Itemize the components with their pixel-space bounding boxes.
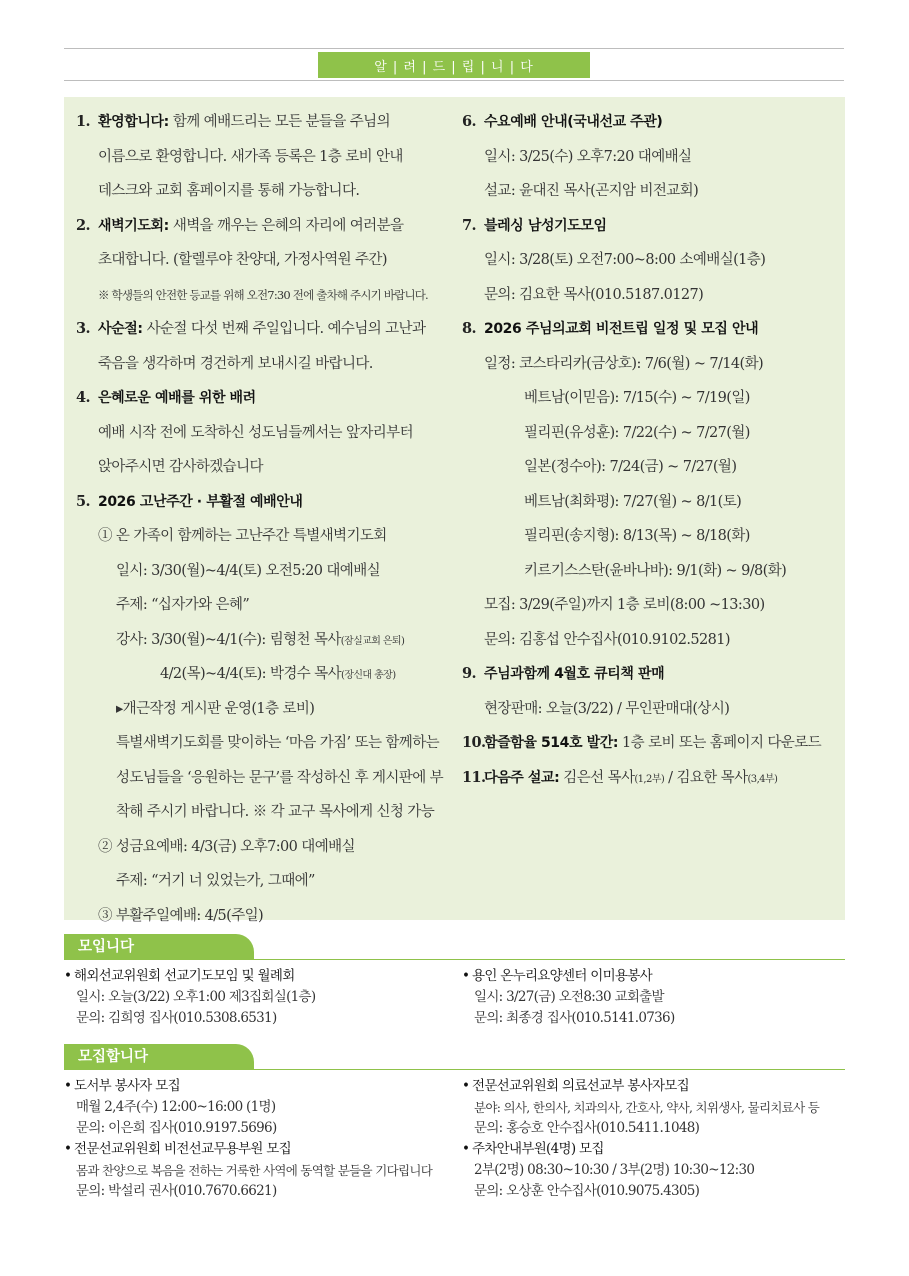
gathering-item: • 해외선교위원회 선교기도모임 및 월례회 (64, 968, 295, 984)
section-divider (64, 959, 845, 960)
section-gathering-header (64, 934, 845, 960)
gathering-line: 일시: 3/27(금) 오전8:30 교회출발 (474, 989, 664, 1005)
recruit-left (64, 1076, 449, 1202)
notice-panel (64, 97, 845, 924)
recruit-line: 문의: 이은희 집사(010.9197.5696) (76, 1120, 277, 1136)
gathering-left (64, 966, 449, 1029)
recruit-line: 문의: 박설리 권사(010.7670.6621) (76, 1183, 277, 1199)
notice-7-line: 문의: 김요한 목사(010.5187.0127) (484, 286, 704, 303)
notice-5-line: 성도님들을 ‘응원하는 문구’를 작성하신 후 게시판에 부 (116, 769, 444, 786)
top-rule (64, 48, 844, 49)
notice-4: 4. 은혜로운 예배를 위한 배려 (76, 389, 256, 406)
notice-8: 8. 2026 주님의교회 비전트립 일정 및 모집 안내 (462, 320, 759, 337)
notice-5-item-1: ① 온 가족이 함께하는 고난주간 특별새벽기도회 (98, 528, 387, 544)
notice-5: 5. 2026 고난주간 · 부활절 예배안내 (76, 492, 303, 510)
notice-banner: 알 | 려 | 드 | 립 | 니 | 다 (318, 52, 590, 78)
notice-7-line: 일시: 3/28(토) 오전7:00~8:00 소예배실(1층) (484, 252, 766, 268)
notice-8-schedule: 키르기스스탄(윤바나바): 9/1(화) ~ 9/8(화) (524, 562, 787, 579)
recruit-right (462, 1076, 847, 1202)
notice-6-line: 설교: 윤대진 목사(곤지암 비전교회) (484, 183, 699, 199)
notice-5-line: 주제: “거기 너 있었는가, 그때에” (116, 873, 315, 889)
notice-1-line: 이름으로 환영합니다. 새가족 등록은 1층 로비 안내 (98, 148, 403, 165)
gathering-line: 일시: 오늘(3/22) 오후1:00 제3집회실(1층) (76, 989, 316, 1005)
notice-2: 2. 새벽기도회: 새벽을 깨우는 은혜의 자리에 여러분을 (76, 216, 404, 234)
notice-5-speaker: 4/2(목)~4/4(토): 박경수 목사(장신대 총장) (160, 666, 396, 682)
notice-column-right (462, 105, 842, 795)
recruit-item: • 도서부 봉사자 모집 (64, 1078, 180, 1094)
recruit-line: 문의: 오상훈 안수집사(010.9075.4305) (474, 1183, 700, 1199)
notice-8-schedule: 베트남(최화평): 7/27(월) ~ 8/1(토) (524, 493, 742, 510)
recruit-line: 문의: 홍승호 안수집사(010.5411.1048) (474, 1120, 700, 1136)
notice-10: 10.함즐함율 514호 발간: 1층 로비 또는 홈페이지 다운로드 (462, 734, 822, 751)
recruit-line: 2부(2명) 08:30~10:30 / 3부(2명) 10:30~12:30 (474, 1162, 755, 1178)
notice-8-schedule: 필리핀(유성훈): 7/22(수) ~ 7/27(월) (524, 424, 750, 441)
gathering-line: 문의: 김희영 집사(010.5308.6531) (76, 1010, 277, 1026)
notice-1: 1. 환영합니다: 함께 예배드리는 모든 분들을 주님의 (76, 113, 390, 130)
recruit-item: • 주차안내부원(4명) 모집 (462, 1141, 604, 1157)
notice-8-schedule: 일정: 코스타리카(금상호): 7/6(월) ~ 7/14(화) (484, 355, 764, 372)
notice-2-line: 초대합니다. (할렐루야 찬양대, 가정사역원 주간) (98, 252, 387, 268)
section-divider (64, 1069, 845, 1070)
recruit-item: • 전문선교위원회 의료선교부 봉사자모집 (462, 1078, 689, 1094)
notice-11: 11.다음주 설교: 김은선 목사(1,2부) / 김요한 목사(3,4부) (462, 768, 778, 786)
notice-5-item-2: ② 성금요예배: 4/3(금) 오후7:00 대예배실 (98, 838, 355, 855)
recruit-item: • 전문선교위원회 비전선교무용부원 모집 (64, 1141, 291, 1157)
notice-8-line: 문의: 김홍섭 안수집사(010.9102.5281) (484, 631, 730, 648)
notice-9: 9. 주님과함께 4월호 큐티책 판매 (462, 665, 665, 682)
notice-5-line: 착해 주시기 바랍니다. ※ 각 교구 목사에게 신청 가능 (116, 804, 435, 820)
notice-3: 3. 사순절: 사순절 다섯 번째 주일입니다. 예수님의 고난과 (76, 320, 426, 337)
recruit-line: 매월 2,4주(수) 12:00~16:00 (1명) (76, 1099, 276, 1115)
section-recruit-header (64, 1044, 845, 1070)
notice-7: 7. 블레싱 남성기도모임 (462, 216, 607, 234)
notice-5-line: 특별새벽기도회를 맞이하는 ‘마음 가짐’ 또는 함께하는 (116, 735, 440, 751)
gathering-item: • 용인 온누리요양센터 이미용봉사 (462, 968, 652, 984)
notice-4-line: 예배 시작 전에 도착하신 성도님들께서는 앞자리부터 (98, 424, 413, 441)
notice-8-schedule: 베트남(이믿음): 7/15(수) ~ 7/19(일) (524, 390, 750, 406)
notice-4-line: 앉아주시면 감사하겠습니다 (98, 459, 263, 475)
notice-9-line: 현장판매: 오늘(3/22) / 무인판매대(상시) (484, 700, 730, 717)
notice-8-schedule: 필리핀(송지형): 8/13(목) ~ 8/18(화) (524, 528, 750, 544)
banner-rule (64, 80, 844, 81)
section-gathering-label: 모입니다 (64, 934, 254, 960)
notice-5-line: 주제: “십자가와 은혜” (116, 597, 250, 613)
notice-5-item-3: ③ 부활주일예배: 4/5(주일) (98, 907, 264, 924)
gathering-right (462, 966, 847, 1029)
recruit-line: 몸과 찬양으로 복음을 전하는 거룩한 사역에 동역할 분들을 기다립니다 (76, 1163, 433, 1178)
notice-column-left (76, 105, 456, 933)
notice-5-line: 일시: 3/30(월)~4/4(토) 오전5:20 대예배실 (116, 562, 381, 579)
recruit-line: 분야: 의사, 한의사, 치과의사, 간호사, 약사, 치위생사, 물리치료사 등 (474, 1100, 820, 1115)
notice-5-board: ▸개근작정 게시판 운영(1층 로비) (116, 700, 315, 717)
notice-3-line: 죽음을 생각하며 경건하게 보내시길 바랍니다. (98, 355, 373, 372)
notice-1-line: 데스크와 교회 홈페이지를 통해 가능합니다. (98, 183, 360, 199)
section-recruit-label: 모집합니다 (64, 1044, 254, 1070)
notice-8-line: 모집: 3/29(주일)까지 1층 로비(8:00 ~13:30) (484, 597, 765, 613)
notice-2-note: ※ 학생들의 안전한 등교를 위해 오전7:30 전에 출차해 주시기 바랍니다. (98, 287, 428, 302)
notice-5-speaker: 강사: 3/30(월)~4/1(수): 림형천 목사(잠실교회 은퇴) (116, 631, 405, 648)
gathering-line: 문의: 최종경 집사(010.5141.0736) (474, 1010, 675, 1026)
notice-8-schedule: 일본(정수아): 7/24(금) ~ 7/27(월) (524, 459, 737, 475)
notice-6-line: 일시: 3/25(수) 오후7:20 대예배실 (484, 148, 692, 165)
notice-6: 6. 수요예배 안내(국내선교 주관) (462, 113, 663, 130)
